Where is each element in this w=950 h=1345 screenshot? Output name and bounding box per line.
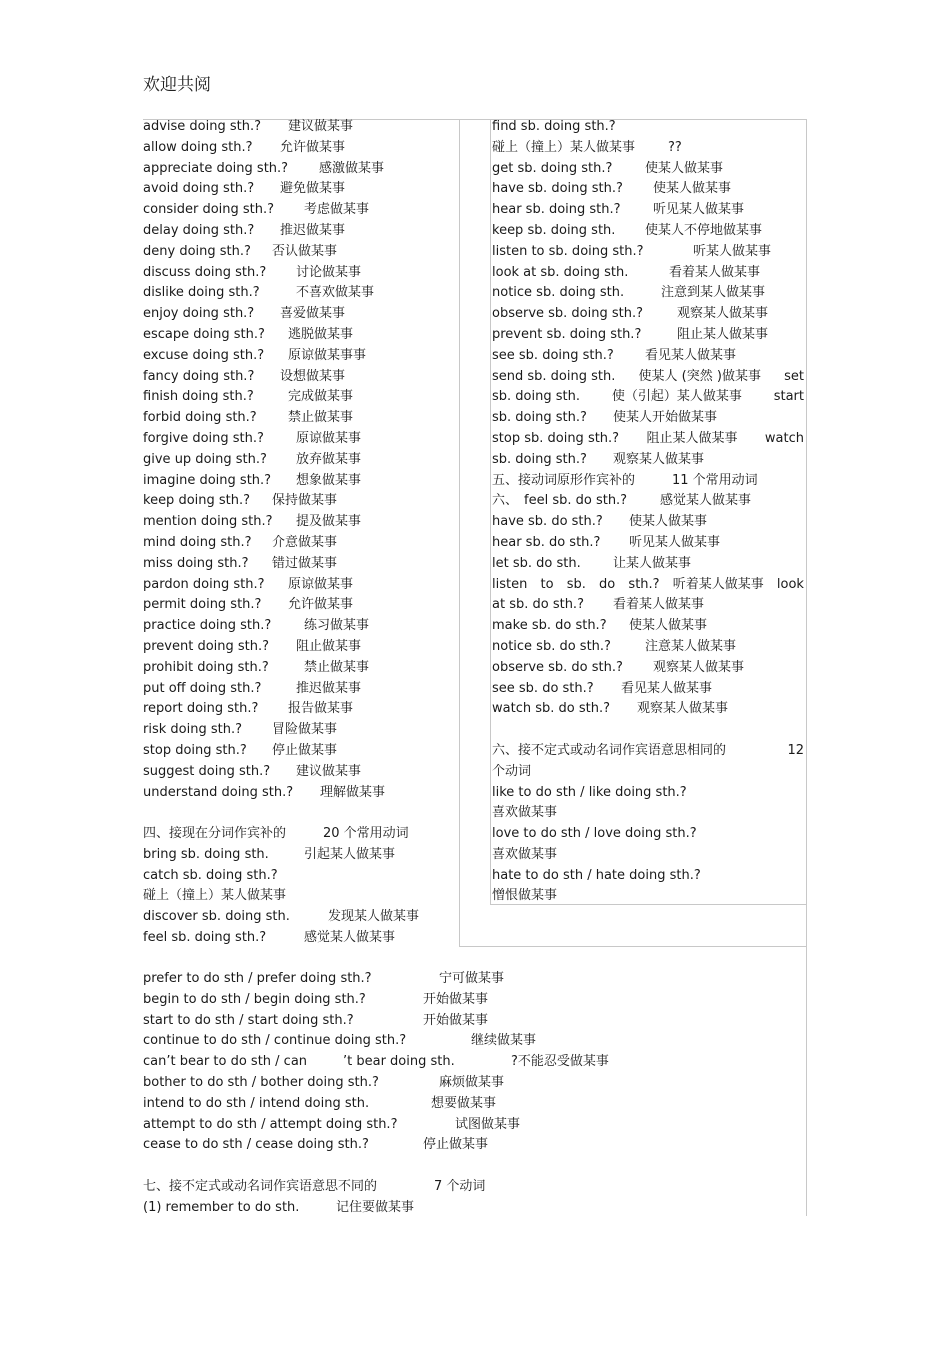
section-heading: 7 个动词 — [434, 1178, 486, 1194]
verb-entry-row — [143, 408, 458, 429]
verb-entry-row — [492, 679, 804, 700]
verb-entry-english: start to do sth / start doing sth.? — [143, 1012, 354, 1028]
verb-entry-chinese: 让某人做某事 — [613, 555, 692, 571]
verb-entry-row — [492, 283, 804, 304]
section6-line: 憎恨做某事 — [492, 888, 558, 904]
verb-entry-english: consider doing sth.? — [143, 202, 275, 218]
verb-entry-chinese: 观察某人做某事 — [653, 659, 745, 675]
verb-entry-english: understand doing sth.? — [143, 784, 294, 800]
verb-entry-row — [492, 263, 804, 284]
verb-entry-english: forbid doing sth.? — [143, 410, 257, 426]
verb-entry-chinese: 使某人做某事 — [645, 160, 724, 176]
verb-entry-english: see sb. doing sth.? — [492, 347, 614, 363]
verb-entry-row — [143, 762, 458, 783]
verb-entry-english: feel sb. doing sth.? — [143, 930, 267, 946]
right-line: 使某人 (突然 )做某事 — [638, 368, 761, 384]
verb-entry-english: give up doing sth.? — [143, 451, 267, 467]
listen-row-part: sb. — [566, 576, 586, 592]
section-heading: 六、接不定式或动名词作宾语意思相同的 — [492, 742, 727, 758]
verb-entry-row — [492, 554, 804, 575]
verb-entry-row — [143, 741, 458, 762]
verb-entry-row — [492, 637, 804, 658]
verb-entry-english: keep sb. doing sth. — [492, 222, 616, 238]
verb-entry-chinese: 禁止做某事 — [304, 659, 370, 675]
verb-entry-chinese: 使某人不停地做某事 — [645, 222, 763, 238]
section-heading: 11 个常用动词 — [672, 472, 758, 488]
left-column — [143, 117, 458, 949]
verb-entry-english: put off doing sth.? — [143, 680, 262, 696]
verb-entry-english: stop doing sth.? — [143, 742, 247, 758]
verb-entry-chinese: 阻止某人做某事 — [677, 326, 769, 342]
verb-entry-row — [143, 200, 458, 221]
verb-entry-english: delay doing sth.? — [143, 222, 255, 238]
verb-entry-english: advise doing sth.? — [143, 119, 262, 134]
verb-entry-chinese: 观察某人做某事 — [677, 306, 769, 322]
verb-entry-chinese: 喜爱做某事 — [280, 306, 346, 322]
listen-row-part: to — [540, 576, 554, 592]
listen-row-part: sth.? — [628, 576, 660, 592]
verb-entry-english: hear sb. doing sth.? — [492, 202, 621, 218]
verb-entry-row — [143, 533, 458, 554]
right-line: 使某人开始做某事 — [613, 410, 718, 426]
verb-entry-row — [143, 159, 458, 180]
verb-entry-chinese: 讨论做某事 — [296, 264, 362, 280]
section-heading: 12 — [787, 742, 804, 758]
verb-entry-row — [143, 866, 458, 887]
verb-entry-chinese: 发现某人做某事 — [328, 909, 420, 925]
verb-entry-row — [143, 263, 458, 284]
verb-entry-english: report doing sth.? — [143, 701, 259, 717]
verb-entry-row — [143, 969, 803, 990]
verb-entry-chinese: 引起某人做某事 — [304, 846, 396, 862]
verb-entry-english: continue to do sth / continue doing sth.? — [143, 1033, 407, 1049]
right-line: start — [773, 389, 804, 405]
verb-entry-chinese: 看见某人做某事 — [645, 347, 737, 363]
verb-entry-chinese: 推迟做某事 — [280, 222, 346, 238]
verb-entry-english: avoid doing sth.? — [143, 181, 255, 197]
verb-entry-chinese: 理解做某事 — [320, 784, 386, 800]
verb-entry-english: observe sb. doing sth.? — [492, 306, 644, 322]
verb-entry-english: practice doing sth.? — [143, 618, 272, 634]
right-line: at sb. do sth.? — [492, 597, 584, 613]
bottom-line: 记住要做某事 — [336, 1199, 415, 1215]
verb-entry-english: enjoy doing sth.? — [143, 306, 255, 322]
verb-entry-chinese: 否认做某事 — [272, 243, 338, 259]
verb-entry-row — [492, 512, 804, 533]
verb-entry-chinese: 使某人做某事 — [653, 181, 732, 197]
section6-line: 喜欢做某事 — [492, 846, 558, 862]
verb-entry-chinese: 设想做某事 — [280, 368, 346, 384]
verb-entry-chinese: 停止做某事 — [272, 742, 338, 758]
table-middle-divider — [459, 119, 460, 946]
verb-entry-row — [143, 1115, 803, 1136]
verb-entry-row — [143, 990, 803, 1011]
verb-entry-chinese: 提及做某事 — [296, 514, 362, 530]
verb-entry-english: notice sb. do sth.? — [492, 638, 611, 654]
bottom-cell-top-border — [459, 946, 807, 947]
verb-entry-english: notice sb. doing sth. — [492, 285, 625, 301]
verb-entry-chinese: 介意做某事 — [272, 534, 338, 550]
verb-entry-row — [143, 179, 458, 200]
right-cell-left-border — [490, 119, 491, 905]
right-line: sb. doing sth.? — [492, 410, 587, 426]
verb-entry-english: bring sb. doing sth. — [143, 846, 269, 862]
verb-entry-row — [143, 783, 458, 804]
right-line: 阻止某人做某事 — [646, 430, 738, 446]
verb-entry-chinese: 禁止做某事 — [288, 410, 354, 426]
verb-entry-row — [143, 304, 458, 325]
verb-entry-row — [143, 1073, 803, 1094]
verb-entry-english: bother to do sth / bother doing sth.? — [143, 1074, 379, 1090]
verb-entry-english: prevent sb. doing sth.? — [492, 326, 642, 342]
verb-entry-row — [143, 845, 458, 866]
verb-entry-chinese: 注意到某人做某事 — [661, 285, 766, 301]
verb-entry-english: finish doing sth.? — [143, 389, 254, 405]
right-line: 感觉某人做某事 — [660, 493, 752, 509]
bottom-line: can’t bear to do sth / can — [143, 1054, 308, 1070]
verb-entry-chinese: 看着某人做某事 — [669, 264, 761, 280]
verb-entry-row — [143, 387, 458, 408]
verb-entry-english: prohibit doing sth.? — [143, 659, 269, 675]
verb-entry-english: escape doing sth.? — [143, 326, 265, 342]
verb-entry-row — [143, 907, 458, 928]
verb-entry-chinese: 使某人做某事 — [629, 618, 708, 634]
right-line: 使（引起）某人做某事 — [611, 389, 742, 405]
verb-entry-chinese: 碰上（撞上）某人做某事 — [143, 888, 287, 904]
section6-line: love to do sth / love doing sth.? — [492, 826, 697, 842]
verb-entry-row — [492, 242, 804, 263]
verb-entry-english: attempt to do sth / attempt doing sth.? — [143, 1116, 398, 1132]
verb-entry-english: watch sb. do sth.? — [492, 701, 610, 717]
verb-entry-row — [492, 699, 804, 720]
right-line: watch — [764, 430, 804, 446]
verb-entry-english: cease to do sth / cease doing sth.? — [143, 1137, 369, 1153]
verb-entry-chinese: 想要做某事 — [431, 1095, 497, 1111]
verb-entry-row — [143, 720, 458, 741]
verb-entry-english: listen to sb. doing sth.? — [492, 243, 644, 259]
verb-entry-chinese: 不喜欢做某事 — [296, 285, 375, 301]
listen-row-part: listen — [492, 576, 528, 592]
section-heading: 20 个常用动词 — [323, 826, 409, 842]
verb-entry-row — [143, 346, 458, 367]
verb-entry-row — [143, 928, 458, 949]
verb-entry-chinese: 看见某人做某事 — [621, 680, 713, 696]
verb-entry-chinese: 停止做某事 — [423, 1137, 489, 1153]
verb-entry-row — [143, 1011, 803, 1032]
verb-entry-row — [143, 512, 458, 533]
verb-entry-english: see sb. do sth.? — [492, 680, 594, 696]
verb-entry-row — [143, 554, 458, 575]
verb-entry-row — [143, 1031, 803, 1052]
verb-entry-chinese: 观察某人做某事 — [637, 701, 729, 717]
right-line: sb. doing sth.? — [492, 451, 587, 467]
verb-entry-english: allow doing sth.? — [143, 139, 253, 155]
verb-entry-row — [143, 616, 458, 637]
right-line: sb. doing sth. — [492, 389, 580, 405]
verb-entry-chinese: 完成做某事 — [288, 389, 354, 405]
verb-entry-chinese: 推迟做某事 — [296, 680, 362, 696]
verb-entry-chinese: 开始做某事 — [423, 991, 489, 1007]
verb-entry-chinese: 注意某人做某事 — [645, 638, 737, 654]
verb-entry-chinese: 允许做某事 — [288, 597, 354, 613]
verb-entry-chinese: 听见某人做某事 — [653, 202, 745, 218]
verb-entry-english: let sb. do sth. — [492, 555, 581, 571]
verb-entry-row — [143, 886, 458, 907]
verb-entry-chinese: 听见某人做某事 — [629, 534, 721, 550]
verb-entry-english: have sb. do sth.? — [492, 514, 603, 530]
verb-entry-english: permit doing sth.? — [143, 597, 262, 613]
verb-entry-chinese: 感觉某人做某事 — [304, 930, 396, 946]
verb-entry-chinese: 原谅做某事事 — [288, 347, 367, 363]
verb-entry-english: excuse doing sth.? — [143, 347, 265, 363]
bottom-line: (1) remember to do sth. — [143, 1199, 300, 1215]
verb-entry-chinese: 感激做某事 — [319, 160, 385, 176]
verb-entry-row — [143, 1094, 803, 1115]
verb-entry-english: prevent doing sth.? — [143, 638, 270, 654]
verb-entry-chinese: 逃脱做某事 — [288, 326, 354, 342]
verb-entry-english: appreciate doing sth.? — [143, 160, 289, 176]
section-heading: 个动词 — [492, 763, 532, 779]
verb-entry-row — [492, 221, 804, 242]
verb-entry-chinese: 保持做某事 — [272, 493, 338, 509]
verb-entry-chinese: 试图做某事 — [455, 1116, 521, 1132]
verb-entry-english: suggest doing sth.? — [143, 763, 271, 779]
page-header-title: 欢迎共阅 — [143, 75, 211, 95]
verb-entry-english: prefer to do sth / prefer doing sth.? — [143, 971, 372, 986]
verb-entry-chinese: 阻止做某事 — [296, 638, 362, 654]
right-line: feel sb. do sth.? — [524, 493, 628, 509]
right-column — [492, 117, 804, 907]
verb-entry-chinese: 允许做某事 — [280, 139, 346, 155]
verb-entry-row — [143, 595, 458, 616]
verb-entry-chinese: 练习做某事 — [304, 618, 370, 634]
verb-entry-row — [143, 679, 458, 700]
right-line: 看着某人做某事 — [613, 597, 705, 613]
verb-entry-row — [143, 1135, 803, 1156]
right-line: set — [784, 368, 804, 384]
verb-entry-row — [143, 242, 458, 263]
verb-entry-english: begin to do sth / begin doing sth.? — [143, 991, 366, 1007]
verb-entry-row — [492, 325, 804, 346]
verb-entry-row — [143, 283, 458, 304]
right-line: 碰上（撞上）某人做某事 — [492, 139, 636, 155]
listen-row-part: 听着某人做某事 — [672, 576, 764, 592]
verb-entry-row — [143, 367, 458, 388]
section6-line: hate to do sth / hate doing sth.? — [492, 867, 701, 883]
verb-entry-row — [143, 637, 458, 658]
verb-entry-english: deny doing sth.? — [143, 243, 251, 259]
verb-entry-row — [143, 117, 458, 138]
verb-entry-english: get sb. doing sth.? — [492, 160, 613, 176]
verb-entry-row — [492, 616, 804, 637]
verb-entry-chinese: 报告做某事 — [288, 701, 354, 717]
verb-entry-english: catch sb. doing sth.? — [143, 867, 278, 883]
verb-entry-english: imagine doing sth.? — [143, 472, 272, 488]
verb-entry-english: mind doing sth.? — [143, 534, 252, 550]
verb-entry-row — [492, 533, 804, 554]
verb-entry-chinese: 宁可做某事 — [439, 971, 505, 986]
verb-entry-row — [143, 699, 458, 720]
verb-entry-row — [492, 658, 804, 679]
verb-entry-english: hear sb. do sth.? — [492, 534, 601, 550]
verb-entry-chinese: 想象做某事 — [296, 472, 362, 488]
verb-entry-row — [143, 491, 458, 512]
bottom-line: ?不能忍受做某事 — [511, 1054, 609, 1070]
verb-entry-chinese: 原谅做某事 — [288, 576, 354, 592]
section-heading: 七、接不定式或动名词作宾语意思不同的 — [143, 1178, 378, 1194]
bottom-section — [143, 969, 803, 1219]
verb-entry-row — [492, 159, 804, 180]
verb-entry-row — [143, 450, 458, 471]
section-heading: 五、接动词原形作宾补的 — [492, 472, 636, 488]
verb-entry-english: look at sb. doing sth. — [492, 264, 629, 280]
verb-entry-chinese: 开始做某事 — [423, 1012, 489, 1028]
verb-entry-english: have sb. doing sth.? — [492, 181, 623, 197]
verb-entry-english: pardon doing sth.? — [143, 576, 265, 592]
verb-entry-row — [143, 575, 458, 596]
right-line: send sb. doing sth. — [492, 368, 616, 384]
verb-entry-english: mention doing sth.? — [143, 514, 273, 530]
verb-entry-chinese: 麻烦做某事 — [439, 1074, 505, 1090]
section6-line: like to do sth / like doing sth.? — [492, 784, 687, 800]
verb-entry-row — [492, 346, 804, 367]
verb-entry-english: intend to do sth / intend doing sth. — [143, 1095, 370, 1111]
right-line: ?? — [668, 139, 682, 155]
verb-entry-english: discuss doing sth.? — [143, 264, 267, 280]
verb-entry-chinese: 建议做某事 — [296, 763, 362, 779]
verb-entry-english: discover sb. doing sth. — [143, 909, 290, 925]
verb-entry-chinese: 错过做某事 — [272, 555, 338, 571]
verb-entry-english: make sb. do sth.? — [492, 618, 607, 634]
section-heading: 六、 — [492, 493, 519, 509]
verb-entry-chinese: 避免做某事 — [280, 181, 346, 197]
verb-entry-chinese: 使某人做某事 — [629, 514, 708, 530]
bottom-line: ’t bear doing sth. — [343, 1054, 455, 1070]
verb-entry-row — [492, 200, 804, 221]
table-right-border — [806, 119, 807, 1216]
verb-entry-chinese: 放弃做某事 — [296, 451, 362, 467]
verb-entry-row — [492, 304, 804, 325]
listen-row-part: do — [599, 576, 616, 592]
section-heading: 四、接现在分词作宾补的 — [143, 826, 287, 842]
verb-entry-row — [143, 325, 458, 346]
verb-entry-english: dislike doing sth.? — [143, 285, 260, 301]
verb-entry-chinese: 原谅做某事 — [296, 430, 362, 446]
verb-entry-chinese: 考虑做某事 — [304, 202, 370, 218]
right-line: stop sb. doing sth.? — [492, 430, 620, 446]
verb-entry-english: observe sb. do sth.? — [492, 659, 623, 675]
verb-entry-english: keep doing sth.? — [143, 493, 251, 509]
verb-entry-english: fancy doing sth.? — [143, 368, 255, 384]
verb-entry-row — [143, 429, 458, 450]
section6-line: 喜欢做某事 — [492, 805, 558, 821]
right-line: 观察某人做某事 — [613, 451, 705, 467]
verb-entry-chinese: 听某人做某事 — [693, 243, 772, 259]
verb-entry-english: forgive doing sth.? — [143, 430, 264, 446]
verb-entry-chinese: 建议做某事 — [288, 119, 354, 134]
verb-entry-chinese: 继续做某事 — [471, 1033, 537, 1049]
verb-entry-row — [492, 179, 804, 200]
verb-entry-row — [143, 471, 458, 492]
verb-entry-chinese: 冒险做某事 — [272, 722, 338, 738]
listen-row-part: look — [776, 576, 804, 592]
verb-entry-english: miss doing sth.? — [143, 555, 249, 571]
verb-entry-row — [143, 138, 458, 159]
verb-entry-english: risk doing sth.? — [143, 722, 242, 738]
right-line: find sb. doing sth.? — [492, 119, 616, 134]
verb-entry-row — [143, 221, 458, 242]
verb-entry-row — [143, 658, 458, 679]
